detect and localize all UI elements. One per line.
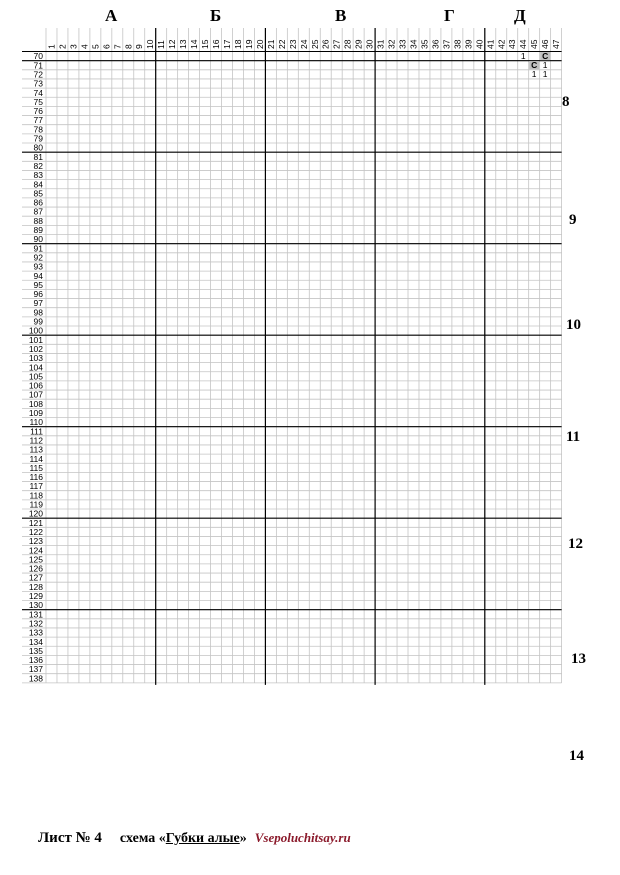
row-number: 105 bbox=[28, 371, 43, 382]
sheet-block-number: 12 bbox=[568, 536, 583, 552]
column-number: 30 bbox=[364, 39, 375, 49]
column-number: 22 bbox=[276, 39, 287, 49]
column-number: 17 bbox=[222, 39, 233, 49]
row-number: 100 bbox=[28, 325, 43, 336]
column-number: 19 bbox=[243, 39, 254, 49]
column-number: 25 bbox=[309, 39, 320, 49]
stitch-symbol: 1 bbox=[531, 69, 537, 80]
column-number: 7 bbox=[112, 44, 123, 49]
column-number: 4 bbox=[79, 44, 90, 49]
row-number: 96 bbox=[33, 289, 43, 300]
column-number: 3 bbox=[68, 44, 79, 49]
stitch-symbol: 1 bbox=[520, 50, 526, 61]
row-number: 118 bbox=[29, 490, 43, 501]
column-number: 34 bbox=[408, 39, 419, 49]
row-number: 95 bbox=[33, 279, 43, 290]
column-number: 21 bbox=[265, 39, 276, 49]
column-block-label: А bbox=[105, 6, 118, 25]
row-number: 125 bbox=[28, 554, 43, 565]
row-number: 117 bbox=[29, 481, 43, 492]
row-number: 85 bbox=[33, 188, 43, 199]
row-number: 115 bbox=[29, 462, 43, 473]
column-number: 39 bbox=[463, 39, 474, 49]
row-number: 91 bbox=[33, 243, 43, 254]
sheet-number: Лист № 4 bbox=[38, 830, 102, 846]
column-number: 23 bbox=[287, 39, 298, 49]
row-number: 71 bbox=[33, 60, 43, 71]
column-number: 9 bbox=[134, 44, 145, 49]
row-number: 102 bbox=[28, 343, 43, 354]
row-number: 74 bbox=[33, 87, 43, 98]
row-number: 77 bbox=[33, 115, 43, 126]
row-number: 86 bbox=[33, 197, 43, 208]
row-number: 137 bbox=[28, 664, 43, 675]
row-number: 108 bbox=[28, 398, 43, 409]
row-number: 90 bbox=[33, 234, 43, 245]
row-number: 98 bbox=[33, 307, 43, 318]
row-number: 83 bbox=[33, 170, 43, 181]
column-number-header bbox=[46, 39, 561, 49]
row-number: 120 bbox=[28, 508, 43, 519]
row-number: 84 bbox=[33, 179, 43, 190]
scheme-prefix: схема « bbox=[119, 831, 166, 846]
row-number: 76 bbox=[33, 106, 43, 117]
row-number: 92 bbox=[33, 252, 43, 263]
row-number: 113 bbox=[29, 444, 43, 455]
column-block-label: Б bbox=[210, 6, 222, 25]
stitch-symbol: 1 bbox=[542, 69, 548, 80]
row-number: 82 bbox=[33, 160, 43, 171]
row-number: 89 bbox=[33, 225, 43, 235]
column-number: 15 bbox=[200, 39, 211, 49]
row-number: 72 bbox=[33, 69, 43, 80]
column-number: 42 bbox=[496, 39, 507, 49]
column-number: 8 bbox=[123, 44, 134, 49]
row-number: 73 bbox=[33, 78, 43, 89]
row-number: 129 bbox=[28, 591, 43, 601]
row-number: 138 bbox=[28, 673, 43, 684]
row-number: 121 bbox=[28, 517, 43, 528]
column-number: 6 bbox=[101, 44, 112, 49]
row-number: 112 bbox=[29, 435, 43, 446]
column-number: 44 bbox=[518, 39, 529, 49]
row-number: 79 bbox=[33, 133, 43, 144]
row-number: 97 bbox=[33, 298, 43, 309]
row-number: 81 bbox=[33, 151, 43, 162]
stitch-symbols bbox=[521, 51, 550, 79]
column-number: 36 bbox=[430, 39, 441, 49]
scheme-suffix: » bbox=[239, 831, 247, 846]
row-number: 87 bbox=[33, 206, 43, 217]
column-number: 32 bbox=[386, 39, 397, 49]
sheet-block-number: 13 bbox=[571, 651, 586, 667]
row-number: 78 bbox=[33, 124, 43, 135]
column-number: 2 bbox=[57, 44, 68, 49]
column-number: 45 bbox=[529, 39, 540, 49]
column-block-label: Д bbox=[514, 6, 526, 25]
row-number: 88 bbox=[33, 215, 43, 226]
row-number: 111 bbox=[30, 426, 43, 437]
column-number: 14 bbox=[189, 39, 200, 49]
sheet-block-number: 14 bbox=[569, 748, 584, 764]
row-number: 106 bbox=[28, 380, 43, 391]
column-number: 35 bbox=[419, 39, 430, 49]
column-number: 5 bbox=[90, 44, 101, 49]
row-number: 126 bbox=[28, 563, 43, 574]
row-number-column bbox=[29, 51, 43, 683]
column-number: 31 bbox=[375, 39, 386, 49]
row-number: 116 bbox=[29, 472, 43, 483]
column-number: 29 bbox=[353, 39, 364, 49]
row-number: 70 bbox=[33, 51, 43, 62]
column-block-label: Г bbox=[444, 6, 455, 25]
column-number: 16 bbox=[211, 39, 222, 49]
row-number: 101 bbox=[28, 334, 43, 345]
row-number: 104 bbox=[28, 362, 43, 373]
sheet-block-number: 10 bbox=[566, 317, 581, 333]
column-number: 46 bbox=[540, 39, 551, 49]
row-number: 94 bbox=[33, 270, 43, 281]
column-number: 26 bbox=[320, 39, 331, 49]
column-number: 38 bbox=[452, 39, 463, 49]
row-number: 75 bbox=[33, 96, 43, 107]
column-number: 11 bbox=[156, 40, 167, 49]
column-number: 18 bbox=[232, 39, 243, 49]
footer bbox=[38, 829, 351, 847]
column-number: 41 bbox=[485, 39, 496, 49]
column-number: 28 bbox=[342, 39, 353, 49]
column-number: 24 bbox=[298, 39, 309, 49]
row-number: 127 bbox=[28, 572, 43, 583]
column-number: 10 bbox=[145, 39, 156, 49]
row-number: 93 bbox=[33, 261, 43, 272]
row-number: 109 bbox=[28, 408, 43, 418]
row-number: 135 bbox=[28, 645, 43, 656]
column-number: 40 bbox=[474, 39, 485, 49]
row-number: 103 bbox=[28, 353, 43, 364]
row-number: 136 bbox=[28, 655, 43, 666]
row-number: 80 bbox=[33, 142, 43, 153]
column-number: 13 bbox=[178, 39, 189, 49]
column-number: 47 bbox=[551, 39, 562, 49]
stitch-symbol: С bbox=[531, 60, 538, 70]
column-number: 20 bbox=[254, 39, 265, 49]
row-number: 99 bbox=[33, 316, 43, 327]
row-number: 131 bbox=[28, 609, 43, 620]
sheet-block-number: 11 bbox=[566, 429, 581, 445]
row-number: 119 bbox=[29, 499, 43, 510]
row-number: 107 bbox=[28, 389, 43, 400]
column-number: 27 bbox=[331, 39, 342, 49]
sheet-block-number: 9 bbox=[569, 212, 577, 228]
row-number: 128 bbox=[28, 581, 43, 592]
row-number: 130 bbox=[28, 600, 43, 611]
row-number: 110 bbox=[29, 417, 43, 428]
stitch-symbol: 1 bbox=[542, 60, 548, 70]
column-number: 1 bbox=[46, 44, 57, 49]
row-number: 133 bbox=[28, 627, 43, 638]
row-number: 122 bbox=[28, 526, 43, 537]
column-block-label: В bbox=[335, 6, 347, 25]
column-number: 12 bbox=[167, 39, 178, 49]
row-number: 132 bbox=[28, 618, 43, 629]
grid-minor-lines bbox=[22, 28, 562, 683]
row-number: 124 bbox=[28, 545, 43, 556]
grid-major-lines bbox=[22, 28, 562, 685]
sheet-block-number: 8 bbox=[562, 94, 570, 110]
stitch-symbol: С bbox=[542, 50, 549, 61]
row-number: 123 bbox=[28, 536, 43, 547]
row-number: 114 bbox=[29, 453, 43, 464]
column-number: 37 bbox=[441, 39, 452, 49]
row-number: 134 bbox=[28, 636, 43, 647]
site-watermark: Vsepoluchitsay.ru bbox=[254, 830, 351, 845]
scheme-name: Губки алые bbox=[165, 831, 240, 846]
column-number: 43 bbox=[507, 39, 518, 49]
column-number: 33 bbox=[397, 39, 408, 49]
scheme-title bbox=[120, 831, 247, 846]
